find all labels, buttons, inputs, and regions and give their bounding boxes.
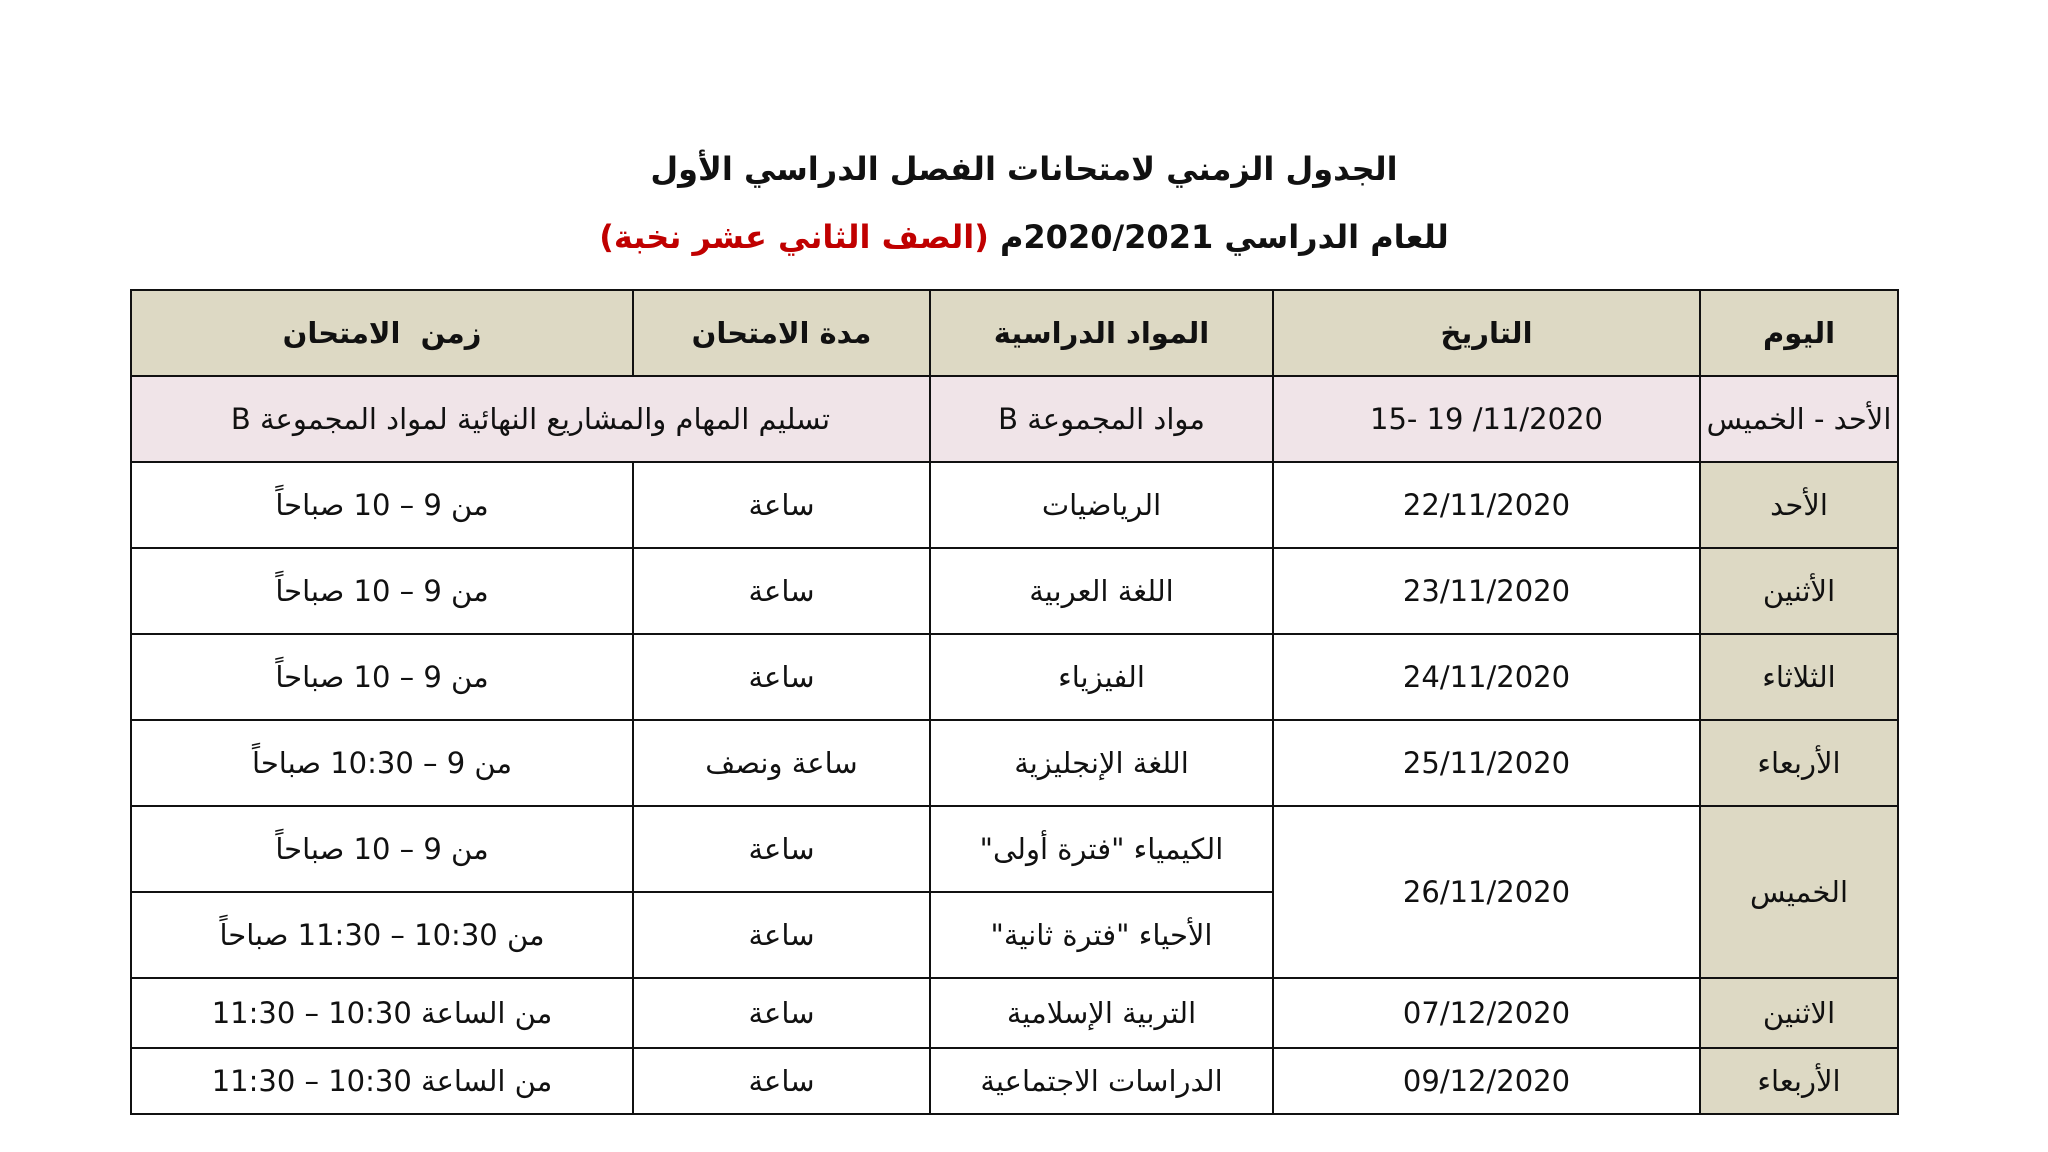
time-cell: من 9 – 10 صباحاً	[131, 634, 633, 720]
date-cell: 09/12/2020	[1273, 1048, 1700, 1114]
date-cell: 23/11/2020	[1273, 548, 1700, 634]
table-row	[131, 548, 1898, 634]
table-row	[131, 634, 1898, 720]
date-cell: 26/11/2020	[1273, 806, 1700, 978]
document-subtitle	[0, 218, 2048, 256]
subject-cell: اللغة الإنجليزية	[930, 720, 1273, 806]
time-cell: من الساعة 10:30 – 11:30	[131, 1048, 633, 1114]
header-subject: المواد الدراسية	[930, 290, 1273, 376]
duration-cell: ساعة	[633, 1048, 930, 1114]
subject-cell: التربية الإسلامية	[930, 978, 1273, 1048]
time-cell: من 9 – 10 صباحاً	[131, 462, 633, 548]
duration-cell: ساعة	[633, 806, 930, 892]
day-cell: الاثنين	[1700, 978, 1898, 1048]
duration-cell: ساعة ونصف	[633, 720, 930, 806]
subject-cell: اللغة العربية	[930, 548, 1273, 634]
time-cell: من 9 – 10:30 صباحاً	[131, 720, 633, 806]
day-cell: الخميس	[1700, 806, 1898, 978]
duration-cell: ساعة	[633, 548, 930, 634]
header-duration: مدة الامتحان	[633, 290, 930, 376]
header-row	[131, 290, 1898, 376]
day-cell: الأثنين	[1700, 548, 1898, 634]
subject-cell: الفيزياء	[930, 634, 1273, 720]
group-b-row	[131, 376, 1898, 462]
document-title: الجدول الزمني لامتحانات الفصل الدراسي الأول	[650, 150, 1398, 188]
day-cell: الأحد	[1700, 462, 1898, 548]
day-cell: الثلاثاء	[1700, 634, 1898, 720]
note-cell: تسليم المهام والمشاريع النهائية لمواد المجموعة B	[131, 376, 930, 462]
exam-schedule-table	[130, 289, 1899, 1115]
duration-cell: ساعة	[633, 634, 930, 720]
date-cell: 25/11/2020	[1273, 720, 1700, 806]
table-row	[131, 978, 1898, 1048]
duration-cell: ساعة	[633, 462, 930, 548]
table-row	[131, 720, 1898, 806]
header-day: اليوم	[1700, 290, 1898, 376]
duration-cell: ساعة	[633, 978, 930, 1048]
subject-cell: الأحياء "فترة ثانية"	[930, 892, 1273, 978]
subject-cell: الكيمياء "فترة أولى"	[930, 806, 1273, 892]
date-cell: 22/11/2020	[1273, 462, 1700, 548]
table-row	[131, 806, 1898, 892]
header-date: التاريخ	[1273, 290, 1700, 376]
day-cell: الأحد - الخميس	[1700, 376, 1898, 462]
subject-cell: الرياضيات	[930, 462, 1273, 548]
day-cell: الأربعاء	[1700, 1048, 1898, 1114]
table-row	[131, 1048, 1898, 1114]
time-cell: من 9 – 10 صباحاً	[131, 806, 633, 892]
duration-cell: ساعة	[633, 892, 930, 978]
time-cell: من الساعة 10:30 – 11:30	[131, 978, 633, 1048]
date-cell: 15- 19 /11/2020	[1273, 376, 1700, 462]
date-cell: 24/11/2020	[1273, 634, 1700, 720]
grade-label: (الصف الثاني عشر نخبة)	[599, 218, 989, 256]
header-time: زمن الامتحان	[131, 290, 633, 376]
day-cell: الأربعاء	[1700, 720, 1898, 806]
time-cell: من 10:30 – 11:30 صباحاً	[131, 892, 633, 978]
table-row	[131, 462, 1898, 548]
date-cell: 07/12/2020	[1273, 978, 1700, 1048]
subject-cell: مواد المجموعة B	[930, 376, 1273, 462]
time-cell: من 9 – 10 صباحاً	[131, 548, 633, 634]
subject-cell: الدراسات الاجتماعية	[930, 1048, 1273, 1114]
academic-year: للعام الدراسي 2020/2021م	[999, 218, 1449, 256]
